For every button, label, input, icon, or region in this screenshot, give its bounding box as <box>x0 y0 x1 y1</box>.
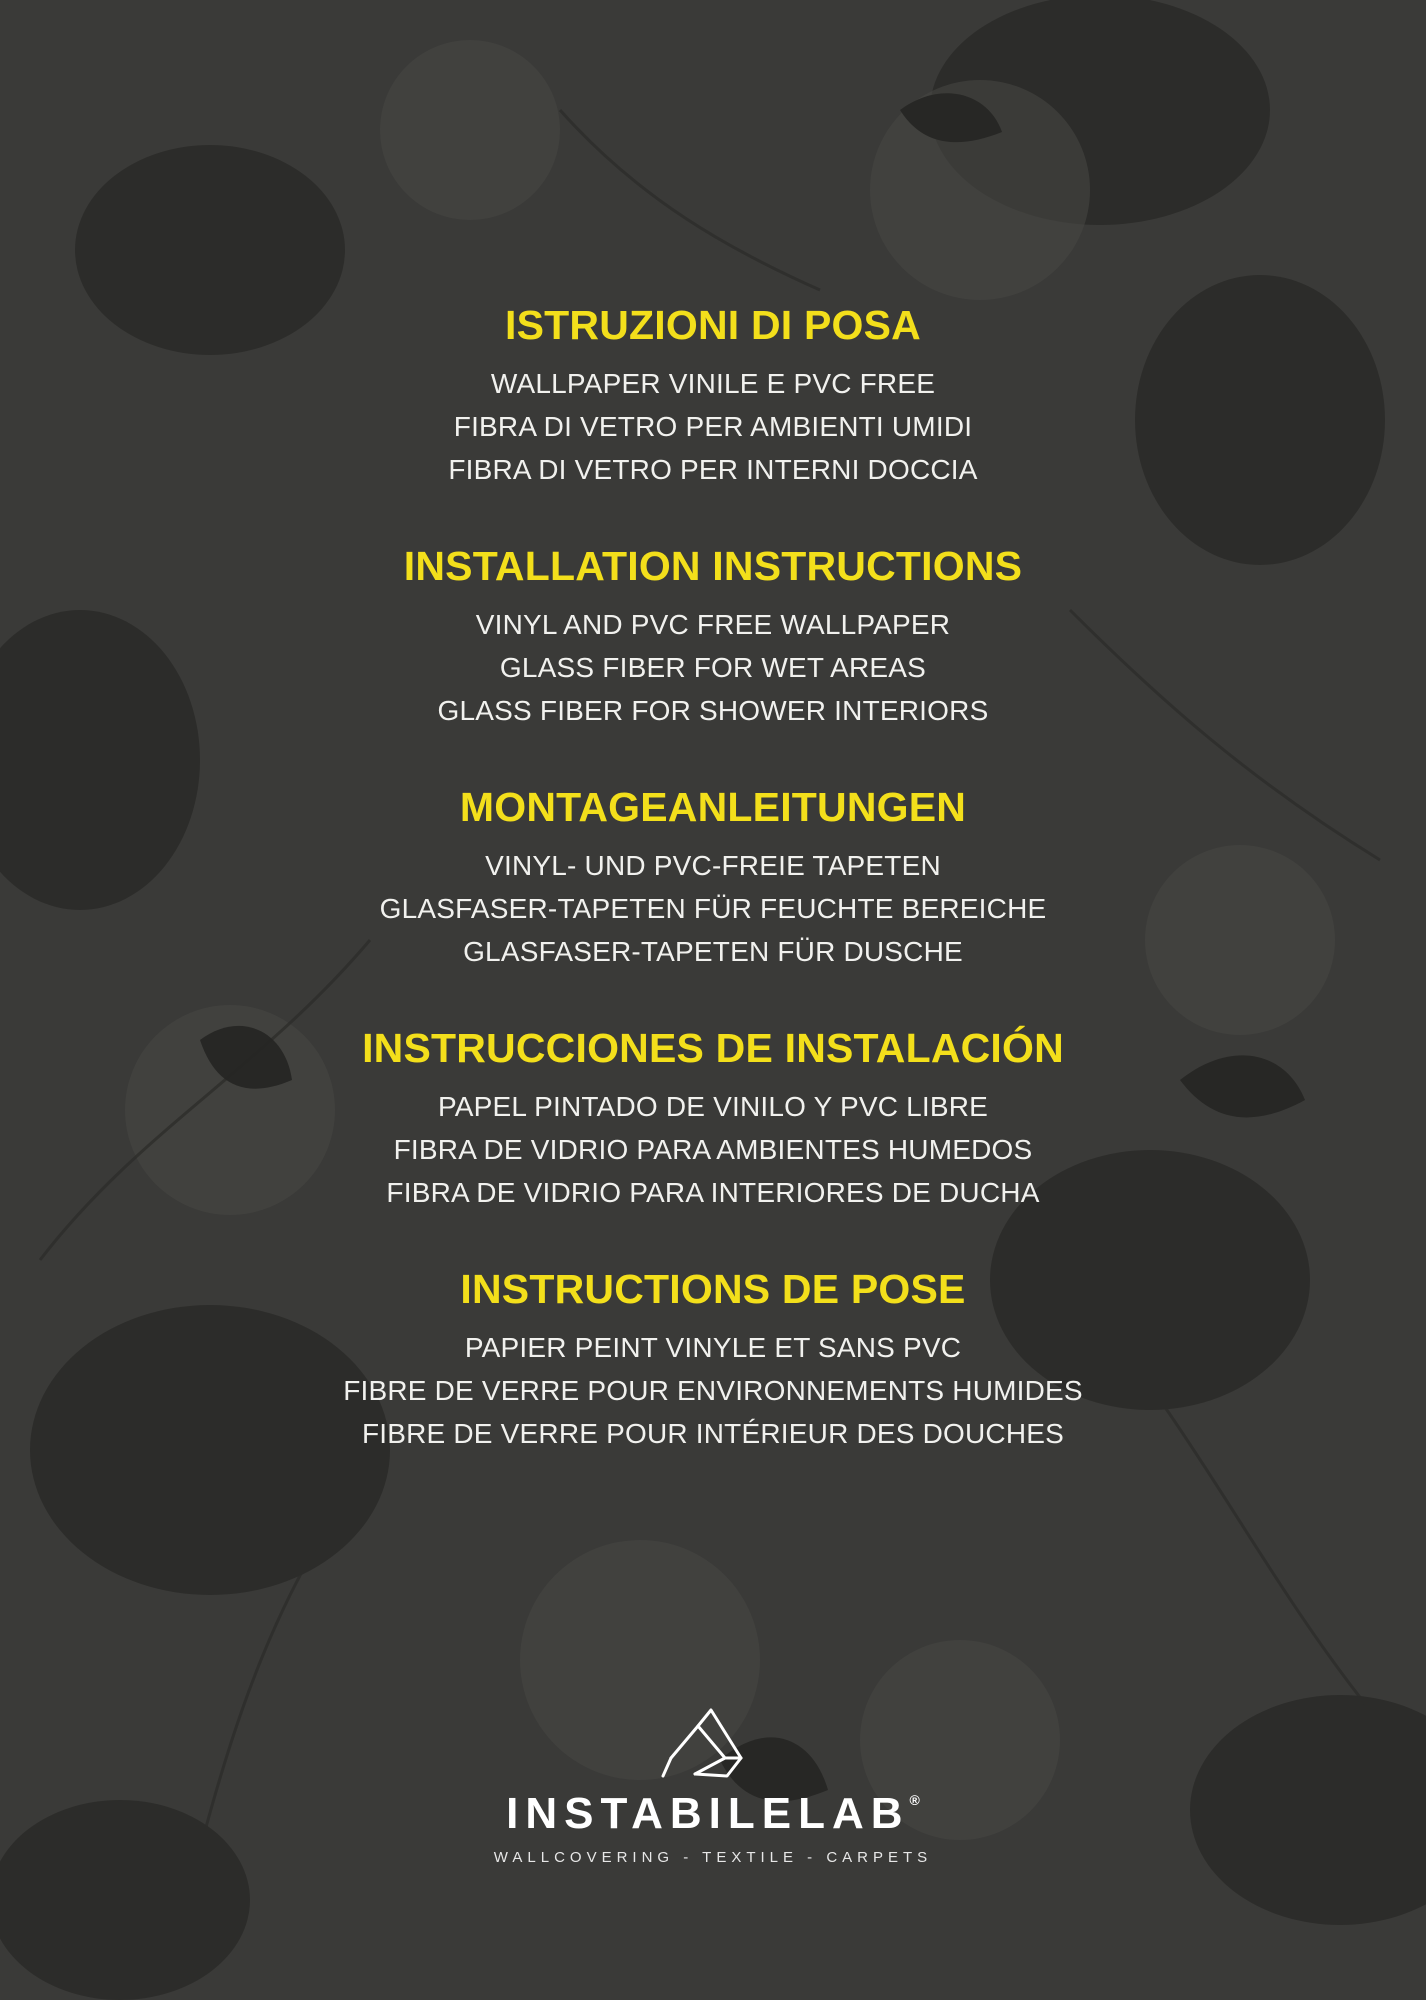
section-line: PAPIER PEINT VINYLE ET SANS PVC <box>464 1332 962 1363</box>
section-heading: INSTRUCCIONES DE INSTALACIÓN <box>362 1025 1064 1071</box>
section-heading: INSTRUCTIONS DE POSE <box>460 1266 966 1312</box>
section-line: FIBRA DI VETRO PER AMBIENTI UMIDI <box>453 411 973 442</box>
section-line: GLASFASER-TAPETEN FÜR FEUCHTE BEREICHE <box>379 893 1047 924</box>
section-italian <box>0 298 1426 491</box>
section-line: VINYL AND PVC FREE WALLPAPER <box>475 609 951 640</box>
section-line: FIBRE DE VERRE POUR INTÉRIEUR DES DOUCHES <box>361 1418 1065 1449</box>
section-line: FIBRA DE VIDRIO PARA INTERIORES DE DUCHA <box>386 1177 1040 1208</box>
section-line: PAPEL PINTADO DE VINILO Y PVC LIBRE <box>437 1091 989 1122</box>
section-line: FIBRA DE VIDRIO PARA AMBIENTES HUMEDOS <box>393 1134 1033 1165</box>
brand-name <box>0 1788 1426 1840</box>
instructions-list <box>0 298 1426 1503</box>
section-line: WALLPAPER VINILE E PVC FREE <box>490 368 936 399</box>
section-spanish <box>0 1021 1426 1214</box>
section-line: VINYL- UND PVC-FREIE TAPETEN <box>485 850 941 881</box>
section-line: GLASFASER-TAPETEN FÜR DUSCHE <box>463 936 963 967</box>
section-german <box>0 780 1426 973</box>
section-french <box>0 1262 1426 1455</box>
section-heading: INSTALLATION INSTRUCTIONS <box>403 543 1023 589</box>
section-heading: MONTAGEANLEITUNGEN <box>459 784 967 830</box>
chair-outline-logo-icon <box>653 1700 773 1786</box>
section-line: FIBRE DE VERRE POUR ENVIRONNEMENTS HUMIDES <box>343 1375 1083 1406</box>
section-english <box>0 539 1426 732</box>
section-line: GLASS FIBER FOR SHOWER INTERIORS <box>437 695 989 726</box>
brand-logo <box>0 1700 1426 1868</box>
section-line: FIBRA DI VETRO PER INTERNI DOCCIA <box>448 454 978 485</box>
section-heading: ISTRUZIONI DI POSA <box>505 302 921 348</box>
section-line: GLASS FIBER FOR WET AREAS <box>499 652 927 683</box>
brand-name-text: INSTABILELAB <box>506 1789 910 1838</box>
registered-mark: ® <box>909 1792 920 1808</box>
brand-tagline: WALLCOVERING - TEXTILE - CARPETS <box>493 1849 933 1866</box>
